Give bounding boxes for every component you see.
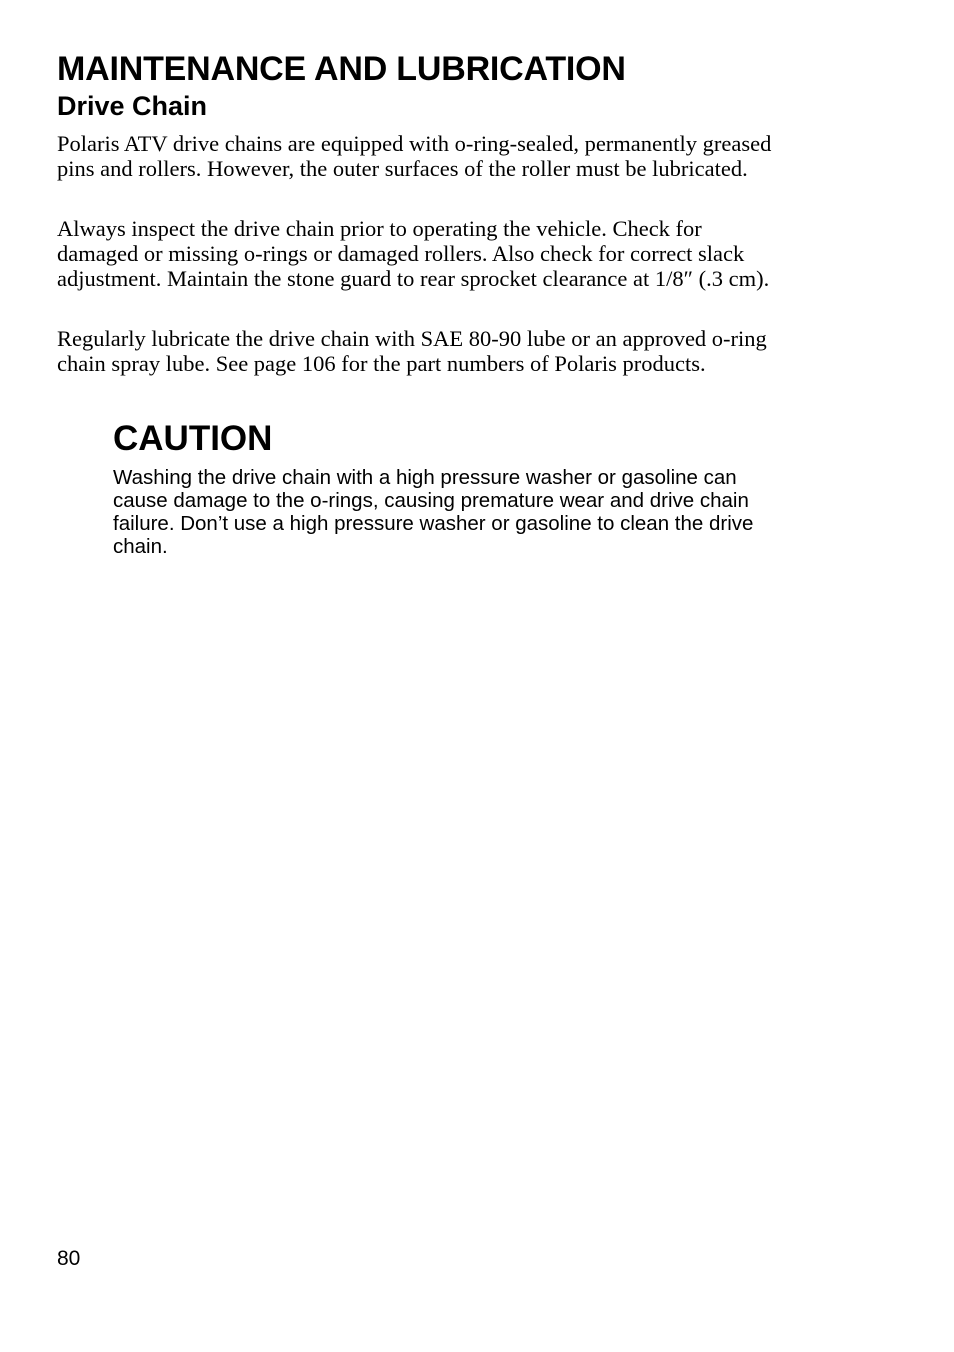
caution-heading: CAUTION [113,419,273,458]
paragraph-chain-inspection: Always inspect the drive chain prior to operating the vehicle. Check for damaged or missing o-rings or damaged rollers. Also check for correct slack adjustment. Maintain the stone guard to rear sprocket clearance at 1/8″ (.3 cm). [57,216,770,291]
chapter-title: MAINTENANCE AND LUBRICATION [57,50,626,88]
paragraph-chain-description: Polaris ATV drive chains are equipped with o-ring-sealed, permanently greased pins and rollers. However, the outer surfaces of the roller must be lubricated. [57,131,772,181]
caution-text: Washing the drive chain with a high pressure washer or gasoline can cause damage to the o-rings, causing premature wear and drive chain failure. Don’t use a high pressure washer or gasoline to clean the drive chain. [113,466,754,558]
page-number: 80 [57,1247,81,1270]
paragraph-chain-lubrication: Regularly lubricate the drive chain with SAE 80-90 lube or an approved o-ring chain spray lube. See page 106 for the part numbers of Polaris products. [57,326,767,376]
section-title: Drive Chain [57,91,208,121]
